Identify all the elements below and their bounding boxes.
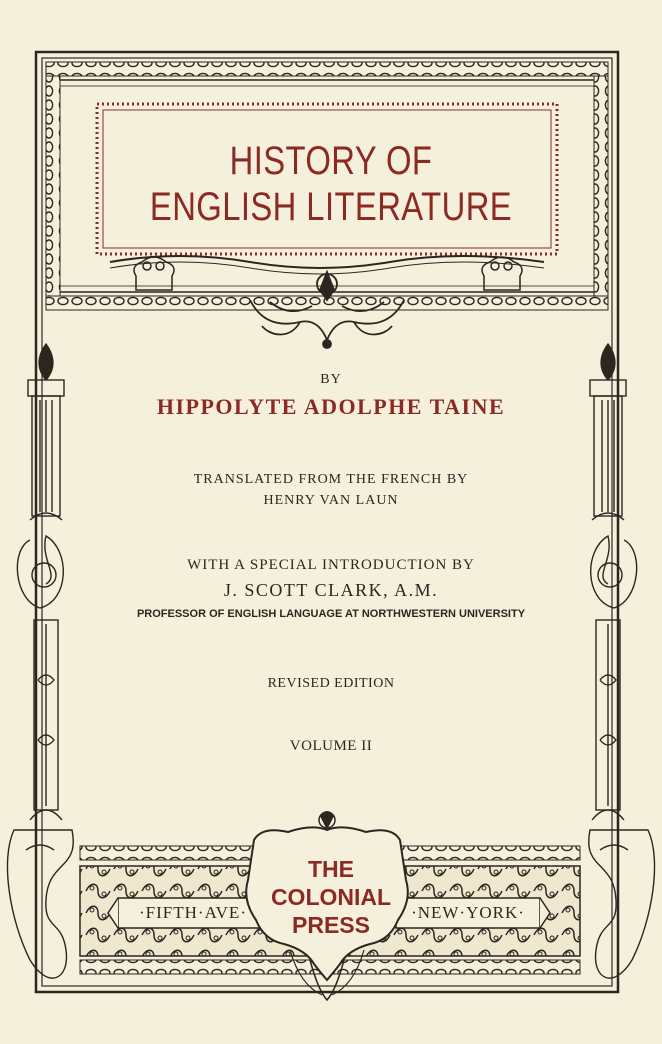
- translation-credit: TRANSLATED FROM THE FRENCH BY: [193, 472, 469, 487]
- introducer-name: J. SCOTT CLARK, A.M.: [223, 580, 439, 600]
- introducer-affiliation: PROFESSOR OF ENGLISH LANGUAGE AT NORTHWESTERN UNIVERSITY: [136, 608, 526, 620]
- introduction-credit: WITH A SPECIAL INTRODUCTION BY: [187, 557, 475, 573]
- publisher-line-2: COLONIAL: [270, 884, 392, 910]
- edition-label: REVISED EDITION: [267, 676, 395, 691]
- publisher-city: ·NEW·YORK·: [411, 903, 525, 922]
- author-name: HIPPOLYTE ADOLPHE TAINE: [156, 394, 506, 419]
- publisher-line-1: THE: [308, 856, 354, 882]
- publisher-street: ·FIFTH·AVE·: [139, 903, 247, 922]
- volume-label: VOLUME II: [289, 738, 373, 754]
- publisher-line-3: PRESS: [292, 912, 370, 938]
- by-label: BY: [320, 372, 342, 387]
- title-line-2: ENGLISH LITERATURE: [149, 185, 513, 229]
- translator-name: HENRY VAN LAUN: [263, 493, 399, 508]
- title-line-1: HISTORY OF: [229, 139, 433, 183]
